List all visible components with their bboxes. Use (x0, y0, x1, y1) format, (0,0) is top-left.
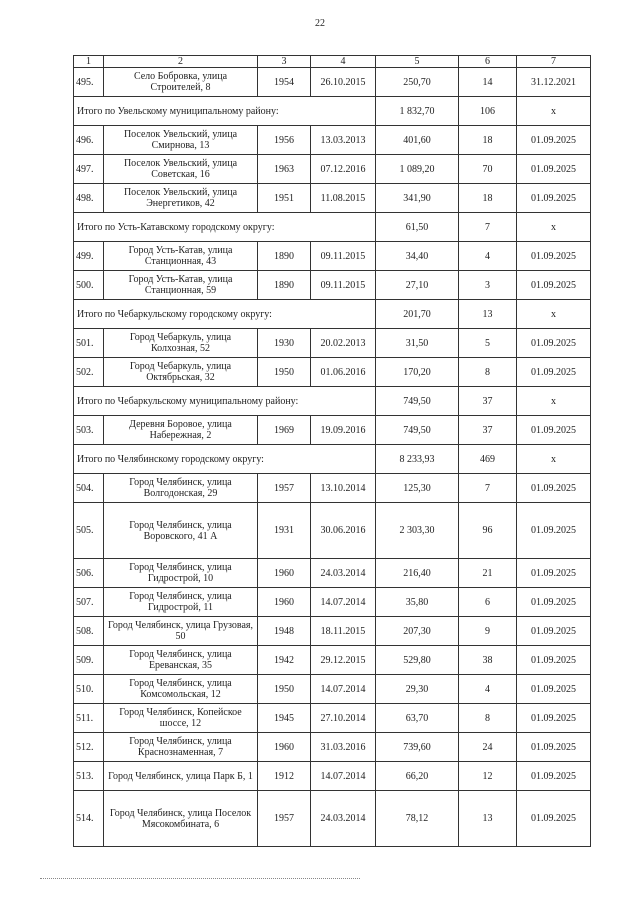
deadline-cell: 01.09.2025 (517, 184, 591, 213)
page-number: 22 (315, 18, 325, 29)
area-cell: 207,30 (376, 617, 459, 646)
recognition-date-cell: 14.07.2014 (311, 762, 376, 791)
subtotal-label: Итого по Чебаркульскому городскому округу: (74, 300, 376, 329)
year-built-cell: 1960 (258, 733, 311, 762)
table-row (74, 588, 591, 617)
deadline-cell: 31.12.2021 (517, 68, 591, 97)
address-cell: Город Чебаркуль, улица Колхозная, 52 (104, 329, 258, 358)
row-number-cell: 502. (74, 358, 104, 387)
table-row (74, 271, 591, 300)
address-cell: Поселок Увельский, улица Смирнова, 13 (104, 126, 258, 155)
deadline-cell: 01.09.2025 (517, 271, 591, 300)
year-built-cell: 1963 (258, 155, 311, 184)
area-cell: 2 303,30 (376, 503, 459, 559)
total-deadline-cell: x (517, 445, 591, 474)
recognition-date-cell: 18.11.2015 (311, 617, 376, 646)
address-cell: Город Челябинск, улица Парк Б, 1 (104, 762, 258, 791)
year-built-cell: 1950 (258, 675, 311, 704)
subtotal-row (74, 387, 591, 416)
year-built-cell: 1931 (258, 503, 311, 559)
area-cell: 341,90 (376, 184, 459, 213)
residents-cell: 6 (459, 588, 517, 617)
row-number-cell: 506. (74, 559, 104, 588)
year-built-cell: 1945 (258, 704, 311, 733)
table-row (74, 704, 591, 733)
table-row (74, 416, 591, 445)
residents-cell: 70 (459, 155, 517, 184)
row-number-cell: 508. (74, 617, 104, 646)
year-built-cell: 1969 (258, 416, 311, 445)
subtotal-row (74, 213, 591, 242)
year-built-cell: 1890 (258, 271, 311, 300)
address-cell: Город Усть-Катав, улица Станционная, 43 (104, 242, 258, 271)
row-number-cell: 513. (74, 762, 104, 791)
residents-cell: 3 (459, 271, 517, 300)
year-built-cell: 1957 (258, 791, 311, 847)
table-row (74, 503, 591, 559)
total-area-cell: 61,50 (376, 213, 459, 242)
recognition-date-cell: 26.10.2015 (311, 68, 376, 97)
area-cell: 31,50 (376, 329, 459, 358)
row-number-cell: 505. (74, 503, 104, 559)
deadline-cell: 01.09.2025 (517, 791, 591, 847)
table-row (74, 68, 591, 97)
deadline-cell: 01.09.2025 (517, 762, 591, 791)
row-number-cell: 500. (74, 271, 104, 300)
residents-cell: 4 (459, 242, 517, 271)
deadline-cell: 01.09.2025 (517, 503, 591, 559)
table-row (74, 184, 591, 213)
row-number-cell: 504. (74, 474, 104, 503)
year-built-cell: 1942 (258, 646, 311, 675)
area-cell: 216,40 (376, 559, 459, 588)
year-built-cell: 1957 (258, 474, 311, 503)
column-header: 5 (376, 56, 459, 68)
table-row (74, 242, 591, 271)
address-cell: Город Челябинск, улица Краснознаменная, 7 (104, 733, 258, 762)
table-row (74, 646, 591, 675)
residents-cell: 4 (459, 675, 517, 704)
subtotal-row (74, 300, 591, 329)
year-built-cell: 1960 (258, 559, 311, 588)
residents-cell: 21 (459, 559, 517, 588)
column-header: 4 (311, 56, 376, 68)
housing-table (73, 55, 591, 847)
year-built-cell: 1951 (258, 184, 311, 213)
table-row (74, 358, 591, 387)
total-area-cell: 749,50 (376, 387, 459, 416)
area-cell: 78,12 (376, 791, 459, 847)
recognition-date-cell: 19.09.2016 (311, 416, 376, 445)
row-number-cell: 497. (74, 155, 104, 184)
total-residents-cell: 7 (459, 213, 517, 242)
row-number-cell: 501. (74, 329, 104, 358)
table-row (74, 559, 591, 588)
residents-cell: 37 (459, 416, 517, 445)
year-built-cell: 1956 (258, 126, 311, 155)
row-number-cell: 496. (74, 126, 104, 155)
column-header: 6 (459, 56, 517, 68)
deadline-cell: 01.09.2025 (517, 588, 591, 617)
recognition-date-cell: 14.07.2014 (311, 675, 376, 704)
total-area-cell: 8 233,93 (376, 445, 459, 474)
deadline-cell: 01.09.2025 (517, 559, 591, 588)
recognition-date-cell: 24.03.2014 (311, 791, 376, 847)
recognition-date-cell: 30.06.2016 (311, 503, 376, 559)
year-built-cell: 1950 (258, 358, 311, 387)
deadline-cell: 01.09.2025 (517, 675, 591, 704)
row-number-cell: 503. (74, 416, 104, 445)
table-row (74, 474, 591, 503)
total-residents-cell: 37 (459, 387, 517, 416)
residents-cell: 96 (459, 503, 517, 559)
residents-cell: 18 (459, 184, 517, 213)
recognition-date-cell: 07.12.2016 (311, 155, 376, 184)
address-cell: Город Челябинск, улица Гидрострой, 10 (104, 559, 258, 588)
deadline-cell: 01.09.2025 (517, 733, 591, 762)
recognition-date-cell: 13.03.2013 (311, 126, 376, 155)
table-row (74, 155, 591, 184)
address-cell: Город Челябинск, улица Комсомольская, 12 (104, 675, 258, 704)
address-cell: Город Чебаркуль, улица Октябрьская, 32 (104, 358, 258, 387)
recognition-date-cell: 09.11.2015 (311, 271, 376, 300)
total-deadline-cell: x (517, 213, 591, 242)
table-row (74, 733, 591, 762)
area-cell: 27,10 (376, 271, 459, 300)
residents-cell: 9 (459, 617, 517, 646)
area-cell: 250,70 (376, 68, 459, 97)
subtotal-row (74, 445, 591, 474)
deadline-cell: 01.09.2025 (517, 617, 591, 646)
residents-cell: 24 (459, 733, 517, 762)
residents-cell: 18 (459, 126, 517, 155)
table-row (74, 329, 591, 358)
deadline-cell: 01.09.2025 (517, 155, 591, 184)
recognition-date-cell: 24.03.2014 (311, 559, 376, 588)
recognition-date-cell: 09.11.2015 (311, 242, 376, 271)
address-cell: Город Усть-Катав, улица Станционная, 59 (104, 271, 258, 300)
address-cell: Село Бобровка, улица Строителей, 8 (104, 68, 258, 97)
row-number-cell: 514. (74, 791, 104, 847)
deadline-cell: 01.09.2025 (517, 242, 591, 271)
address-cell: Город Челябинск, улица Грузовая, 50 (104, 617, 258, 646)
recognition-date-cell: 27.10.2014 (311, 704, 376, 733)
deadline-cell: 01.09.2025 (517, 126, 591, 155)
year-built-cell: 1954 (258, 68, 311, 97)
row-number-cell: 507. (74, 588, 104, 617)
area-cell: 63,70 (376, 704, 459, 733)
table-header-row (74, 56, 591, 68)
area-cell: 125,30 (376, 474, 459, 503)
subtotal-row (74, 97, 591, 126)
area-cell: 34,40 (376, 242, 459, 271)
deadline-cell: 01.09.2025 (517, 474, 591, 503)
table-row (74, 617, 591, 646)
total-residents-cell: 469 (459, 445, 517, 474)
address-cell: Город Челябинск, Копейское шоссе, 12 (104, 704, 258, 733)
residents-cell: 38 (459, 646, 517, 675)
area-cell: 170,20 (376, 358, 459, 387)
deadline-cell: 01.09.2025 (517, 646, 591, 675)
deadline-cell: 01.09.2025 (517, 416, 591, 445)
subtotal-label: Итого по Чебаркульскому муниципальному району: (74, 387, 376, 416)
address-cell: Деревня Боровое, улица Набережная, 2 (104, 416, 258, 445)
subtotal-label: Итого по Увельскому муниципальному району: (74, 97, 376, 126)
table-row (74, 762, 591, 791)
subtotal-label: Итого по Челябинскому городскому округу: (74, 445, 376, 474)
total-residents-cell: 13 (459, 300, 517, 329)
year-built-cell: 1890 (258, 242, 311, 271)
residents-cell: 8 (459, 704, 517, 733)
address-cell: Поселок Увельский, улица Советская, 16 (104, 155, 258, 184)
row-number-cell: 510. (74, 675, 104, 704)
deadline-cell: 01.09.2025 (517, 358, 591, 387)
total-residents-cell: 106 (459, 97, 517, 126)
address-cell: Город Челябинск, улица Поселок Мясокомбината, 6 (104, 791, 258, 847)
residents-cell: 7 (459, 474, 517, 503)
area-cell: 1 089,20 (376, 155, 459, 184)
area-cell: 739,60 (376, 733, 459, 762)
area-cell: 35,80 (376, 588, 459, 617)
total-area-cell: 201,70 (376, 300, 459, 329)
year-built-cell: 1912 (258, 762, 311, 791)
address-cell: Город Челябинск, улица Воровского, 41 А (104, 503, 258, 559)
recognition-date-cell: 29.12.2015 (311, 646, 376, 675)
table-row (74, 126, 591, 155)
address-cell: Поселок Увельский, улица Энергетиков, 42 (104, 184, 258, 213)
column-header: 2 (104, 56, 258, 68)
address-cell: Город Челябинск, улица Гидрострой, 11 (104, 588, 258, 617)
area-cell: 529,80 (376, 646, 459, 675)
row-number-cell: 498. (74, 184, 104, 213)
residents-cell: 13 (459, 791, 517, 847)
residents-cell: 5 (459, 329, 517, 358)
page-bottom-rule (40, 878, 360, 879)
total-deadline-cell: x (517, 97, 591, 126)
table-row (74, 675, 591, 704)
area-cell: 749,50 (376, 416, 459, 445)
row-number-cell: 499. (74, 242, 104, 271)
residents-cell: 14 (459, 68, 517, 97)
recognition-date-cell: 13.10.2014 (311, 474, 376, 503)
recognition-date-cell: 11.08.2015 (311, 184, 376, 213)
recognition-date-cell: 14.07.2014 (311, 588, 376, 617)
recognition-date-cell: 31.03.2016 (311, 733, 376, 762)
residents-cell: 12 (459, 762, 517, 791)
recognition-date-cell: 20.02.2013 (311, 329, 376, 358)
recognition-date-cell: 01.06.2016 (311, 358, 376, 387)
row-number-cell: 509. (74, 646, 104, 675)
row-number-cell: 511. (74, 704, 104, 733)
total-area-cell: 1 832,70 (376, 97, 459, 126)
deadline-cell: 01.09.2025 (517, 329, 591, 358)
row-number-cell: 495. (74, 68, 104, 97)
year-built-cell: 1930 (258, 329, 311, 358)
column-header: 1 (74, 56, 104, 68)
residents-cell: 8 (459, 358, 517, 387)
year-built-cell: 1960 (258, 588, 311, 617)
area-cell: 29,30 (376, 675, 459, 704)
deadline-cell: 01.09.2025 (517, 704, 591, 733)
column-header: 3 (258, 56, 311, 68)
year-built-cell: 1948 (258, 617, 311, 646)
area-cell: 401,60 (376, 126, 459, 155)
total-deadline-cell: x (517, 300, 591, 329)
subtotal-label: Итого по Усть-Катавскому городскому округу: (74, 213, 376, 242)
area-cell: 66,20 (376, 762, 459, 791)
row-number-cell: 512. (74, 733, 104, 762)
address-cell: Город Челябинск, улица Волгодонская, 29 (104, 474, 258, 503)
total-deadline-cell: x (517, 387, 591, 416)
address-cell: Город Челябинск, улица Ереванская, 35 (104, 646, 258, 675)
table-row (74, 791, 591, 847)
column-header: 7 (517, 56, 591, 68)
